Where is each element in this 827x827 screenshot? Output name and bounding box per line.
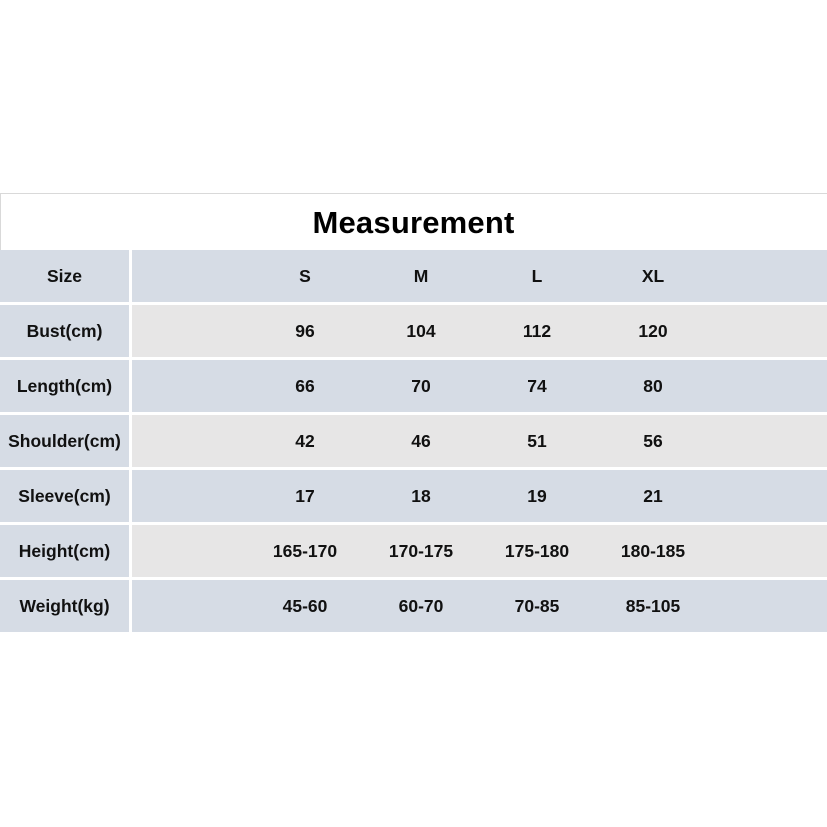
size-l: L: [531, 266, 543, 286]
row-cells: [132, 415, 827, 467]
table-cell: 60-70: [398, 596, 444, 616]
row-cells: [132, 525, 827, 577]
row-cells: [132, 470, 827, 522]
row-label: Shoulder(cm): [0, 415, 129, 467]
size-s: S: [299, 266, 311, 286]
table-cell: 19: [527, 486, 547, 506]
table-cell: 165-170: [272, 541, 338, 561]
table-cell: 120: [638, 321, 668, 341]
table-cell: 21: [643, 486, 663, 506]
table-row-height: [0, 525, 827, 577]
row-label: Weight(kg): [0, 580, 129, 632]
row-label: Length(cm): [0, 360, 129, 412]
table-cell: 175-180: [504, 541, 570, 561]
table-cell: 112: [522, 321, 552, 341]
header-cells: [132, 250, 827, 302]
table-cell: 85-105: [625, 596, 681, 616]
size-chart: [0, 193, 827, 634]
table-cell: 17: [295, 486, 315, 506]
table-cell: 80: [643, 376, 663, 396]
chart-title: Measurement: [312, 205, 515, 240]
table-cell: 18: [411, 486, 431, 506]
size-m: M: [413, 266, 429, 286]
table-cell: 46: [411, 431, 431, 451]
table-row-shoulder: [0, 415, 827, 467]
table-cell: 70-85: [514, 596, 560, 616]
row-cells: [132, 360, 827, 412]
row-cells: [132, 580, 827, 632]
row-cells: [132, 305, 827, 357]
table-cell: 70: [411, 376, 431, 396]
header-row: [0, 250, 827, 302]
table-cell: 104: [406, 321, 436, 341]
table-cell: 170-175: [388, 541, 454, 561]
table-cell: 42: [295, 431, 315, 451]
table-cell: 66: [295, 376, 315, 396]
table-cell: 96: [295, 321, 315, 341]
table-row-bust: [0, 305, 827, 357]
row-label: Sleeve(cm): [0, 470, 129, 522]
table-row-weight: [0, 580, 827, 632]
header-label: Size: [0, 250, 129, 302]
table-cell: 74: [527, 376, 547, 396]
table-row-length: [0, 360, 827, 412]
table-cell: 45-60: [282, 596, 328, 616]
table-cell: 56: [643, 431, 663, 451]
row-label: Height(cm): [0, 525, 129, 577]
size-xl: XL: [641, 266, 665, 286]
table-row-sleeve: [0, 470, 827, 522]
table-cell: 51: [527, 431, 547, 451]
row-label: Bust(cm): [0, 305, 129, 357]
table-cell: 180-185: [620, 541, 686, 561]
